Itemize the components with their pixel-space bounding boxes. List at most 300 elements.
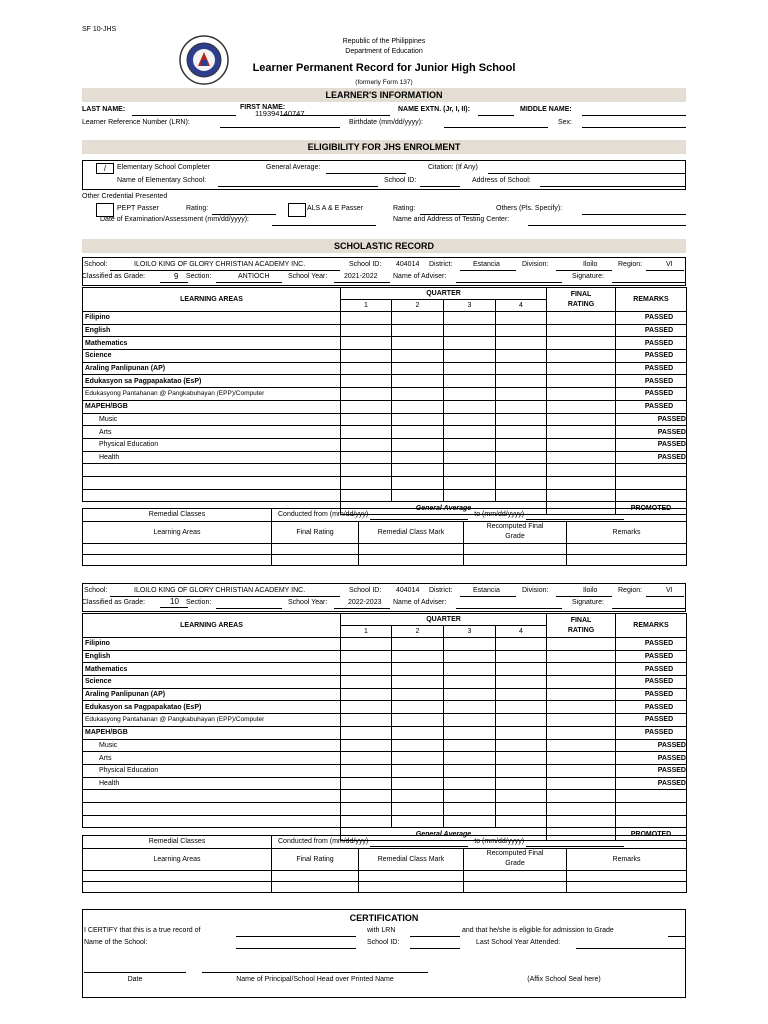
learning-areas-header: LEARNING AREAS: [83, 614, 341, 638]
quarter-q2-header: 2: [392, 626, 444, 638]
to-label: to (mm/dd/yyyy): [474, 838, 525, 846]
grade-cell[interactable]: [496, 451, 547, 464]
department-text: Department of Education: [345, 48, 423, 55]
final-rating-cell[interactable]: [547, 714, 616, 727]
empty-cell[interactable]: [83, 464, 341, 477]
final-rating-cell[interactable]: [547, 726, 616, 739]
final-rating-cell[interactable]: [547, 777, 616, 790]
empty-cell[interactable]: [83, 815, 341, 828]
empty-cell[interactable]: [392, 815, 444, 828]
division-line: [556, 596, 612, 597]
others-field[interactable]: [582, 214, 686, 215]
grade-cell[interactable]: [341, 400, 392, 413]
lrn-field[interactable]: [220, 127, 340, 128]
lrn-label: Learner Reference Number (LRN):: [82, 119, 190, 126]
remedial-cell[interactable]: [359, 881, 464, 892]
final-rating-r-header: Final Rating: [272, 521, 359, 543]
empty-cell[interactable]: [341, 790, 392, 803]
grade-cell[interactable]: [341, 413, 392, 426]
grade-cell[interactable]: [444, 714, 496, 727]
general-average-field[interactable]: [326, 173, 406, 174]
subject-name: Filipino: [83, 312, 341, 325]
final-rating-cell[interactable]: [547, 438, 616, 451]
grade-cell[interactable]: [496, 752, 547, 765]
remedial-row: [83, 881, 687, 892]
district-label: District:: [429, 587, 453, 594]
school-id-value: 404014: [396, 261, 420, 268]
grade-cell[interactable]: [444, 400, 496, 413]
empty-cell[interactable]: [83, 802, 341, 815]
grade-cell[interactable]: [392, 350, 444, 363]
final-rating-cell[interactable]: [547, 375, 616, 388]
sex-field[interactable]: [582, 127, 686, 128]
empty-cell[interactable]: [83, 489, 341, 502]
remedial-header-row: [83, 836, 687, 849]
grade-cell[interactable]: [496, 375, 547, 388]
remedial-table-1: [82, 508, 687, 566]
cert-learner-name-field[interactable]: [236, 936, 356, 937]
empty-row: [83, 489, 687, 502]
empty-cell[interactable]: [392, 802, 444, 815]
grade-cell[interactable]: [392, 701, 444, 714]
grade-cell[interactable]: [392, 362, 444, 375]
cert-lrn-field[interactable]: [410, 936, 460, 937]
subject-name: Edukasyong Pantahanan @ Pangkabuhayan (EPP)/Computer: [83, 714, 341, 727]
school-label: School:: [84, 587, 108, 594]
remedial-cell[interactable]: [359, 554, 464, 565]
grade-cell[interactable]: [341, 312, 392, 325]
remedial-cell[interactable]: [567, 554, 687, 565]
grade-cell[interactable]: [496, 650, 547, 663]
remedial-cell[interactable]: [272, 554, 359, 565]
others-label: Others (Pls. Specify):: [496, 205, 563, 212]
grade-cell[interactable]: [341, 388, 392, 401]
cert-principal-line[interactable]: [202, 972, 428, 973]
grade-cell[interactable]: [496, 400, 547, 413]
quarter-q2-header: 2: [392, 300, 444, 312]
region-value: VI: [666, 261, 673, 268]
first-name-field[interactable]: [280, 115, 390, 116]
empty-cell[interactable]: [547, 476, 616, 489]
grade-cell[interactable]: [392, 337, 444, 350]
grade-cell[interactable]: [341, 688, 392, 701]
conducted-from-cell: [272, 509, 687, 522]
school-name-value: ILOILO KING OF GLORY CHRISTIAN ACADEMY INC.: [134, 587, 306, 594]
grade-cell[interactable]: [392, 663, 444, 676]
subject-name: Araling Panlipunan (AP): [83, 362, 341, 375]
empty-cell[interactable]: [616, 476, 687, 489]
final-rating-cell[interactable]: [547, 350, 616, 363]
grade-cell[interactable]: [444, 324, 496, 337]
to-field[interactable]: [526, 839, 624, 847]
remedial-cell[interactable]: [83, 554, 272, 565]
grade-cell[interactable]: [444, 726, 496, 739]
recomputed-line2: Grade: [505, 860, 525, 868]
grade-cell[interactable]: [496, 701, 547, 714]
pept-checkbox[interactable]: [96, 203, 114, 217]
empty-cell[interactable]: [444, 802, 496, 815]
first-name-label: FIRST NAME:: [240, 104, 286, 111]
general-average-label: General Average: [341, 828, 547, 841]
empty-cell[interactable]: [496, 815, 547, 828]
empty-row: [83, 802, 687, 815]
grade-cell[interactable]: [341, 663, 392, 676]
final-rating-cell[interactable]: [547, 764, 616, 777]
form-subtitle: (formerly Form 137): [355, 79, 413, 86]
grade-cell[interactable]: [341, 337, 392, 350]
grade-cell[interactable]: [444, 388, 496, 401]
grade-cell[interactable]: [496, 426, 547, 439]
table-row: [83, 777, 687, 790]
school-line: [110, 270, 340, 271]
grade-cell[interactable]: [496, 638, 547, 651]
empty-cell[interactable]: [444, 815, 496, 828]
grade-cell[interactable]: [496, 337, 547, 350]
final-rating-cell[interactable]: [547, 752, 616, 765]
grade-cell[interactable]: [496, 362, 547, 375]
learner-info-band: LEARNER'S INFORMATION: [82, 88, 686, 102]
remedial-mark-header: Remedial Class Mark: [359, 848, 464, 870]
remedial-cell[interactable]: [464, 543, 567, 554]
general-average-label: General Average: [341, 502, 547, 515]
empty-cell[interactable]: [547, 464, 616, 477]
empty-cell[interactable]: [83, 790, 341, 803]
republic-text: Republic of the Philippines: [342, 38, 426, 45]
empty-cell[interactable]: [444, 476, 496, 489]
signature-line: [612, 282, 686, 283]
grade-cell[interactable]: [444, 777, 496, 790]
sex-label: Sex:: [558, 119, 573, 126]
region-line: [646, 270, 684, 271]
grade-cell[interactable]: [444, 451, 496, 464]
elem-school-name-field[interactable]: [218, 186, 378, 187]
final-rating-cell[interactable]: [547, 688, 616, 701]
grade-cell[interactable]: [496, 663, 547, 676]
empty-cell[interactable]: [616, 489, 687, 502]
remark-cell: PASSED: [616, 362, 687, 375]
section-line: [216, 282, 282, 283]
final-rating-header: [547, 288, 616, 312]
grade-cell[interactable]: [341, 726, 392, 739]
cert-school-name-field[interactable]: [236, 948, 356, 949]
final-rating-cell[interactable]: [547, 701, 616, 714]
empty-cell[interactable]: [83, 476, 341, 489]
grade-cell[interactable]: [496, 413, 547, 426]
empty-cell[interactable]: [341, 802, 392, 815]
grade-cell[interactable]: [392, 426, 444, 439]
grade-cell[interactable]: [341, 650, 392, 663]
remedial-cell[interactable]: [567, 870, 687, 881]
grade-cell[interactable]: [341, 764, 392, 777]
grade-cell[interactable]: [341, 362, 392, 375]
grade-cell[interactable]: [444, 688, 496, 701]
grade-cell[interactable]: [444, 375, 496, 388]
empty-cell[interactable]: [616, 802, 687, 815]
conducted-from-field[interactable]: [370, 512, 468, 520]
als-checkbox[interactable]: [288, 203, 306, 217]
learning-areas-header: LEARNING AREAS: [83, 288, 341, 312]
grade-cell[interactable]: [341, 375, 392, 388]
cert-line1c: and that he/she is eligible for admission to Grade: [462, 927, 614, 934]
school-year-label: School Year:: [288, 273, 328, 280]
grade-cell[interactable]: [341, 638, 392, 651]
grade-cell[interactable]: [341, 777, 392, 790]
grade-cell[interactable]: [392, 714, 444, 727]
grade-cell[interactable]: [496, 312, 547, 325]
remedial-cell[interactable]: [359, 870, 464, 881]
empty-cell[interactable]: [547, 489, 616, 502]
middle-name-field[interactable]: [582, 115, 686, 116]
school-address-field[interactable]: [540, 186, 686, 187]
exam-date-field[interactable]: [272, 225, 376, 226]
grade-cell[interactable]: [444, 426, 496, 439]
table-row: [83, 388, 687, 401]
grade-cell[interactable]: [444, 438, 496, 451]
final-rating-cell[interactable]: [547, 451, 616, 464]
grade-cell[interactable]: [392, 676, 444, 689]
form-title: Learner Permanent Record for Junior High School: [252, 62, 516, 74]
final-rating-cell[interactable]: [547, 388, 616, 401]
empty-cell[interactable]: [341, 489, 392, 502]
last-name-field[interactable]: [132, 115, 236, 116]
grade-cell[interactable]: [392, 324, 444, 337]
final-rating-cell[interactable]: [547, 324, 616, 337]
grade-cell[interactable]: [341, 426, 392, 439]
grade-cell[interactable]: [444, 739, 496, 752]
remedial-cell[interactable]: [567, 881, 687, 892]
grade-cell[interactable]: [392, 739, 444, 752]
grade-cell[interactable]: [392, 650, 444, 663]
district-label: District:: [429, 261, 453, 268]
remark-cell: PASSED: [616, 426, 687, 439]
cert-grade-field[interactable]: [668, 936, 686, 937]
grade-cell[interactable]: [496, 676, 547, 689]
empty-cell[interactable]: [392, 476, 444, 489]
final-rating-cell[interactable]: [547, 676, 616, 689]
remedial-cell[interactable]: [272, 870, 359, 881]
exam-date-label: Date of Examination/Assessment (mm/dd/yyyy):: [100, 216, 249, 223]
grade-cell[interactable]: [444, 350, 496, 363]
grade-cell[interactable]: [341, 451, 392, 464]
grade-cell[interactable]: [341, 350, 392, 363]
final-rating-cell[interactable]: [547, 739, 616, 752]
final-rating-cell[interactable]: [547, 413, 616, 426]
grade-cell[interactable]: [392, 752, 444, 765]
remedial-cell[interactable]: [272, 543, 359, 554]
final-rating-r-header: Final Rating: [272, 848, 359, 870]
final-rating-line1: FINAL: [570, 616, 592, 624]
grade-cell[interactable]: [444, 337, 496, 350]
grade-cell[interactable]: [496, 777, 547, 790]
grade-cell[interactable]: [392, 413, 444, 426]
empty-cell[interactable]: [616, 464, 687, 477]
cert-school-id-field[interactable]: [410, 948, 460, 949]
remark-cell: PASSED: [616, 676, 687, 689]
empty-cell[interactable]: [547, 815, 616, 828]
remedial-mark-header: Remedial Class Mark: [359, 521, 464, 543]
school-id-label: School ID:: [384, 177, 417, 184]
table-row: [83, 701, 687, 714]
empty-cell[interactable]: [341, 476, 392, 489]
school-address-label: Address of School:: [472, 177, 531, 184]
remedial-cell[interactable]: [83, 870, 272, 881]
division-line: [556, 270, 612, 271]
subject-name: Arts: [83, 752, 341, 765]
empty-cell[interactable]: [496, 790, 547, 803]
grade-cell[interactable]: [444, 676, 496, 689]
grade-cell[interactable]: [496, 438, 547, 451]
final-rating-cell[interactable]: [547, 337, 616, 350]
empty-cell[interactable]: [392, 489, 444, 502]
testing-center-field[interactable]: [528, 225, 686, 226]
empty-cell[interactable]: [392, 790, 444, 803]
remedial-row: [83, 554, 687, 565]
pept-rating-field[interactable]: [212, 214, 276, 215]
remedial-cell[interactable]: [359, 543, 464, 554]
grade-cell[interactable]: [392, 388, 444, 401]
division-value: Iloilo: [583, 261, 598, 268]
name-ext-field[interactable]: [478, 115, 514, 116]
grade-cell[interactable]: [392, 764, 444, 777]
empty-cell[interactable]: [444, 790, 496, 803]
elem-completer-checkbox[interactable]: /: [96, 163, 114, 174]
cert-last-sy-field[interactable]: [576, 948, 686, 949]
school-line: [110, 596, 340, 597]
grade-cell[interactable]: [341, 676, 392, 689]
grades-table-1: [82, 287, 687, 515]
grade-cell[interactable]: [392, 400, 444, 413]
empty-cell[interactable]: [547, 802, 616, 815]
grade-cell[interactable]: [392, 688, 444, 701]
name-ext-label: NAME EXTN. (Jr, I, II):: [398, 106, 470, 113]
empty-cell[interactable]: [341, 464, 392, 477]
grade-cell[interactable]: [496, 388, 547, 401]
final-rating-line1: FINAL: [570, 290, 592, 298]
birthdate-field[interactable]: [444, 127, 548, 128]
grade-value: 10: [170, 597, 179, 606]
grade-cell[interactable]: [341, 701, 392, 714]
subject-name: Arts: [83, 426, 341, 439]
empty-cell[interactable]: [496, 476, 547, 489]
grades-table-2: [82, 613, 687, 841]
recomputed-grade-header: [464, 521, 567, 543]
school-id-field[interactable]: [420, 186, 460, 187]
final-rating-cell[interactable]: [547, 638, 616, 651]
grade-cell[interactable]: [444, 663, 496, 676]
grade-cell[interactable]: [392, 726, 444, 739]
subject-name: Mathematics: [83, 337, 341, 350]
cert-date-label: Date: [127, 976, 143, 983]
signature-label: Signature:: [572, 599, 604, 606]
final-rating-cell[interactable]: [547, 400, 616, 413]
middle-name-label: MIDDLE NAME:: [520, 106, 572, 113]
grade-cell[interactable]: [444, 413, 496, 426]
remedial-cell[interactable]: [464, 881, 567, 892]
empty-cell[interactable]: [341, 815, 392, 828]
empty-cell[interactable]: [496, 489, 547, 502]
quarter-q3-header: 3: [444, 626, 496, 638]
final-rating-cell[interactable]: [547, 663, 616, 676]
cert-date-line[interactable]: [84, 972, 186, 973]
grade-cell[interactable]: [496, 714, 547, 727]
grade-cell[interactable]: [444, 701, 496, 714]
remedial-cell[interactable]: [464, 554, 567, 565]
to-field[interactable]: [526, 512, 624, 520]
empty-cell[interactable]: [444, 489, 496, 502]
grade-cell[interactable]: [444, 752, 496, 765]
learning-areas-r-header: Learning Areas: [83, 848, 272, 870]
final-rating-cell[interactable]: [547, 650, 616, 663]
remedial-cell[interactable]: [83, 881, 272, 892]
grade-cell[interactable]: [444, 638, 496, 651]
subject-name: English: [83, 650, 341, 663]
grade-cell[interactable]: [392, 375, 444, 388]
school-year-line: [334, 282, 390, 283]
scholastic-band: SCHOLASTIC RECORD: [82, 239, 686, 253]
final-rating-cell[interactable]: [547, 362, 616, 375]
grade-cell[interactable]: [392, 312, 444, 325]
conducted-from-field[interactable]: [370, 839, 468, 847]
remark-cell: PASSED: [616, 688, 687, 701]
remark-cell: PASSED: [616, 764, 687, 777]
grade-cell[interactable]: [444, 650, 496, 663]
final-rating-cell[interactable]: [547, 312, 616, 325]
grade-cell[interactable]: [392, 451, 444, 464]
empty-cell[interactable]: [616, 790, 687, 803]
grade-cell[interactable]: [444, 312, 496, 325]
grade-cell[interactable]: [341, 438, 392, 451]
grade-cell[interactable]: [341, 324, 392, 337]
remedial-cell[interactable]: [83, 543, 272, 554]
remedial-cell[interactable]: [567, 543, 687, 554]
division-label: Division:: [522, 261, 549, 268]
grade-cell[interactable]: [496, 688, 547, 701]
adviser-label: Name of Adviser:: [393, 273, 447, 280]
empty-cell[interactable]: [496, 802, 547, 815]
empty-cell[interactable]: [444, 464, 496, 477]
empty-cell[interactable]: [547, 790, 616, 803]
grade-cell[interactable]: [392, 777, 444, 790]
grade-cell[interactable]: [496, 350, 547, 363]
als-rating-field[interactable]: [420, 214, 480, 215]
remedial-cell[interactable]: [272, 881, 359, 892]
cert-principal-label: Name of Principal/School Head over Printed Name: [236, 976, 394, 983]
grade-cell[interactable]: [341, 739, 392, 752]
final-rating-line2: RATING: [567, 300, 595, 308]
empty-cell[interactable]: [392, 464, 444, 477]
grade-cell[interactable]: [341, 752, 392, 765]
table-row: [83, 663, 687, 676]
grade-cell[interactable]: [496, 726, 547, 739]
grade-cell[interactable]: [496, 324, 547, 337]
subject-name: English: [83, 324, 341, 337]
general-average-label: General Average:: [266, 164, 321, 171]
grade-cell[interactable]: [392, 638, 444, 651]
final-rating-line2: RATING: [567, 626, 595, 634]
table-row: [83, 739, 687, 752]
grade-cell[interactable]: [341, 714, 392, 727]
grade-cell[interactable]: [444, 764, 496, 777]
empty-cell[interactable]: [496, 464, 547, 477]
remedial-cell[interactable]: [464, 870, 567, 881]
grade-cell[interactable]: [496, 739, 547, 752]
citation-field[interactable]: [488, 173, 686, 174]
grade-cell[interactable]: [496, 764, 547, 777]
empty-cell[interactable]: [616, 815, 687, 828]
grade-cell[interactable]: [444, 362, 496, 375]
grade-cell[interactable]: [392, 438, 444, 451]
final-rating-cell[interactable]: [547, 426, 616, 439]
